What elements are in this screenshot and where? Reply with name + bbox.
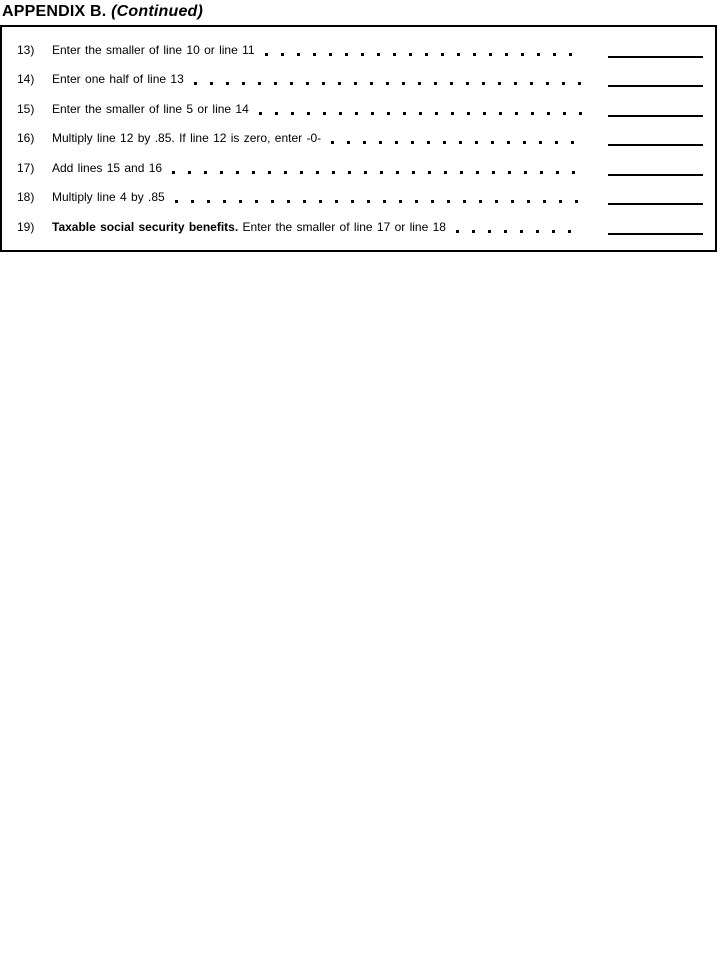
dotted-leader	[175, 190, 590, 204]
line-text-bold: Taxable social security benefits.	[52, 219, 239, 234]
worksheet-row-17	[17, 153, 703, 183]
entry-line[interactable]	[608, 189, 703, 205]
dotted-leader	[456, 220, 590, 234]
dotted-leader	[265, 43, 590, 57]
line-text	[52, 102, 249, 116]
line-number: 14)	[17, 72, 35, 87]
line-text-regular: Multiply line 12 by .85. If line 12 is zero, enter -0-	[52, 131, 322, 146]
dotted-leader	[172, 161, 590, 175]
line-text	[52, 43, 255, 57]
line-text-regular: Enter the smaller of line 5 or line 14	[52, 101, 249, 116]
line-text-regular: Enter the smaller of line 17 or line 18	[238, 219, 446, 234]
line-text-regular: Multiply line 4 by .85	[52, 190, 165, 205]
page-title-main: APPENDIX B.	[2, 3, 107, 20]
line-text-regular: Add lines 15 and 16	[52, 160, 163, 175]
entry-line[interactable]	[608, 160, 703, 176]
line-text-regular: Enter the smaller of line 10 or line 11	[52, 42, 255, 57]
page-title	[2, 3, 725, 21]
worksheet-box	[0, 25, 717, 252]
entry-line[interactable]	[608, 219, 703, 235]
line-text	[52, 220, 446, 234]
line-number: 16)	[17, 131, 35, 146]
line-number: 17)	[17, 160, 35, 175]
entry-line[interactable]	[608, 71, 703, 87]
entry-line[interactable]	[608, 42, 703, 58]
entry-line[interactable]	[608, 130, 703, 146]
line-number: 18)	[17, 190, 35, 205]
line-number: 13)	[17, 42, 35, 57]
line-text-regular: Enter one half of line 13	[52, 72, 184, 87]
dotted-leader	[331, 131, 590, 145]
worksheet-row-13	[17, 35, 703, 65]
dotted-leader	[194, 72, 590, 86]
dotted-leader	[259, 102, 590, 116]
page-title-continued: (Continued)	[111, 3, 204, 20]
entry-line[interactable]	[608, 101, 703, 117]
line-text	[52, 190, 165, 204]
line-number: 19)	[17, 219, 35, 234]
line-text	[52, 161, 162, 175]
line-text	[52, 131, 321, 145]
worksheet-row-18	[17, 183, 703, 213]
worksheet-row-16	[17, 124, 703, 154]
line-number: 15)	[17, 101, 35, 116]
worksheet-row-19	[17, 212, 703, 242]
worksheet-row-15	[17, 94, 703, 124]
worksheet-row-14	[17, 65, 703, 95]
line-text	[52, 72, 184, 86]
